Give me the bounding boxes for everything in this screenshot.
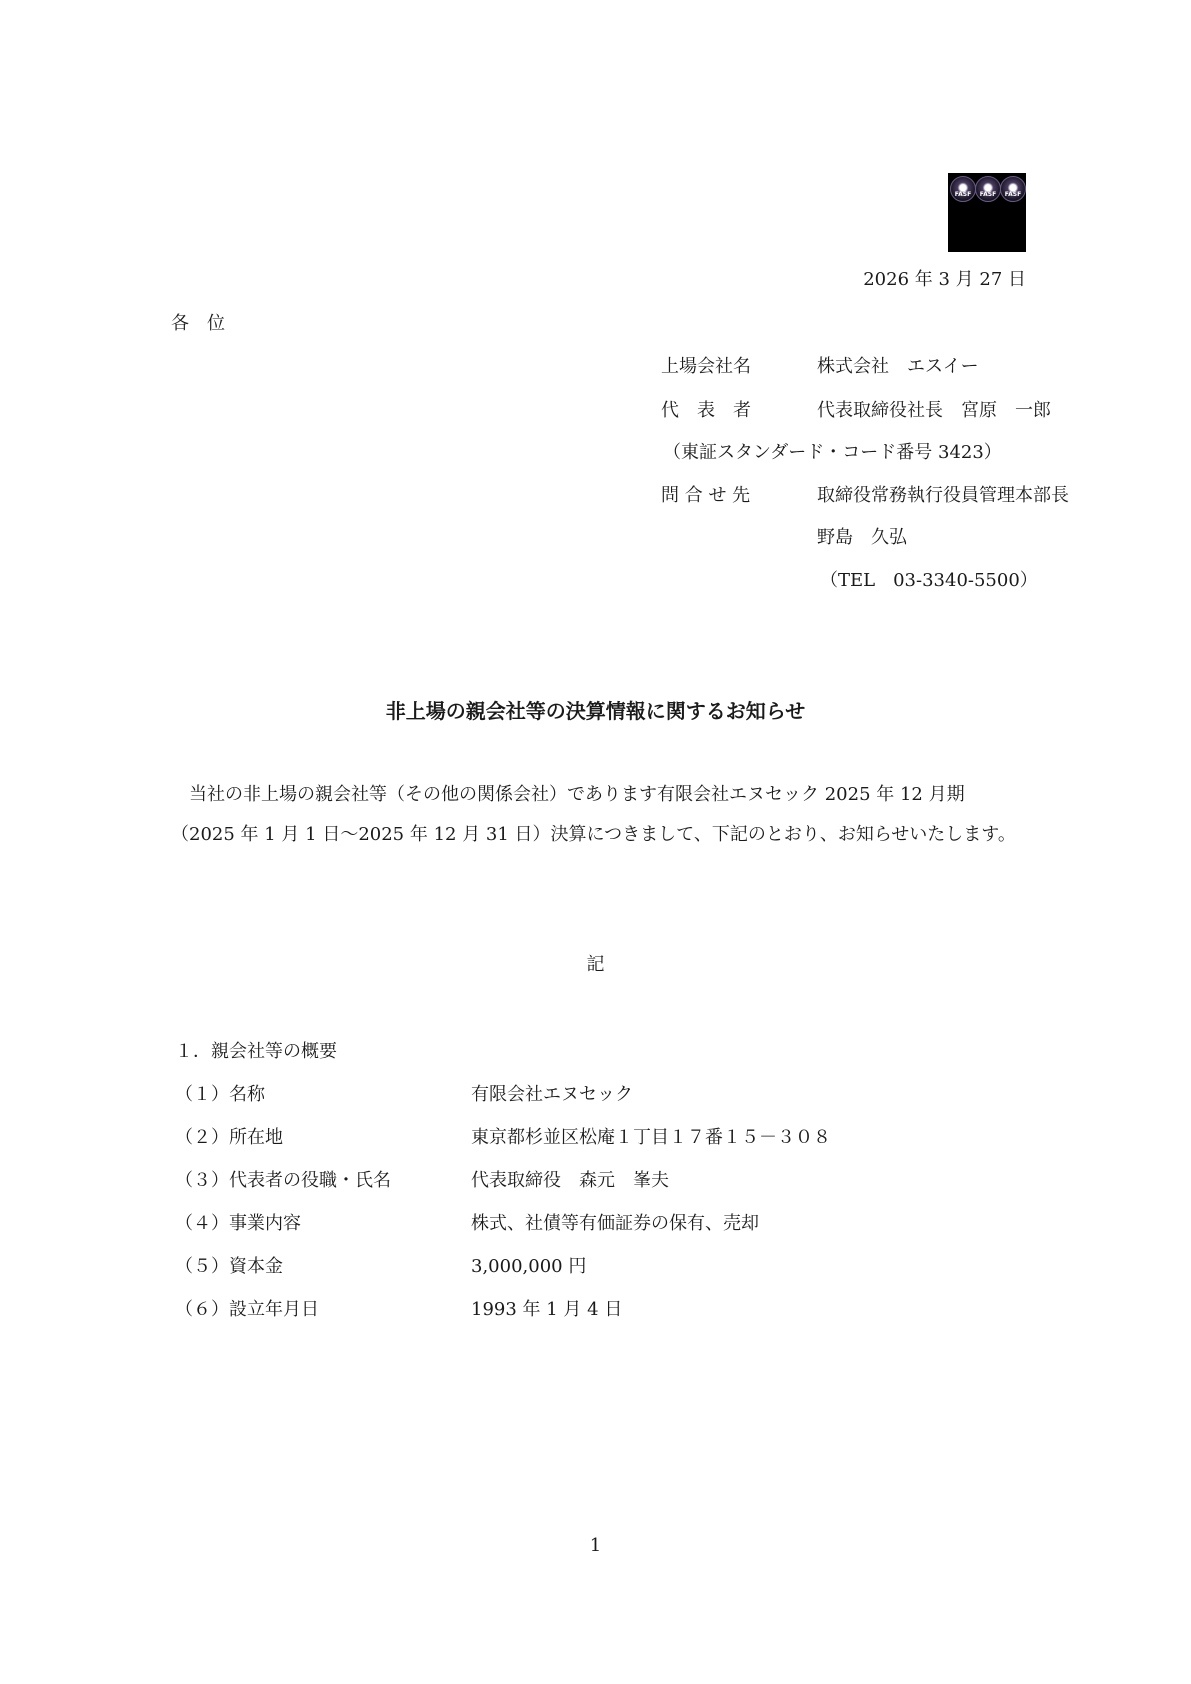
company-info-label: 問 合 せ 先	[661, 485, 751, 506]
row-value: 3,000,000 円	[471, 1256, 587, 1277]
document-title: 非上場の親会社等の決算情報に関するお知らせ	[385, 699, 806, 723]
representative: 代表取締役社長 宮原 一郎	[817, 400, 1051, 421]
contact-phone: （TEL 03-3340-5500）	[820, 570, 1038, 591]
stock-code: （東証スタンダード・コード番号 3423）	[663, 442, 1002, 463]
company-logo	[948, 173, 1026, 252]
company-info-label: 上場会社名	[661, 356, 751, 377]
section-heading: １．親会社等の概要	[175, 1041, 337, 1062]
company-info-label: 代 表 者	[661, 400, 751, 421]
row-value: 1993 年 1 月 4 日	[471, 1299, 623, 1320]
contact-title: 取締役常務執行役員管理本部長	[817, 485, 1069, 506]
company-name: 株式会社 エスイー	[817, 356, 979, 377]
row-label: （５）資本金	[175, 1256, 283, 1277]
intro-paragraph: 当社の非上場の親会社等（その他の関係会社）であります有限会社エヌセック 2025 年 12 月期（2025 年 1 月 1 日～2025 年 12 月 31 日）決算につきまして、下記のとおり、お知らせいたします。	[171, 784, 1016, 845]
logo-emblem-2: FASF	[975, 176, 1001, 202]
row-label: （４）事業内容	[175, 1213, 301, 1234]
row-label: （３）代表者の役職・氏名	[175, 1170, 391, 1191]
row-value: 株式、社債等有価証券の保有、売却	[471, 1213, 759, 1234]
row-label: （２）所在地	[175, 1127, 283, 1148]
document-date: 2026 年 3 月 27 日	[863, 269, 1026, 290]
row-value: 東京都杉並区松庵１丁目１７番１５－３０８	[471, 1127, 831, 1148]
contact-name: 野島 久弘	[817, 527, 907, 548]
row-value: 代表取締役 森元 峯夫	[471, 1170, 669, 1191]
row-label: （１）名称	[175, 1084, 265, 1105]
logo-emblem-3: FASF	[1000, 176, 1026, 202]
row-label: （６）設立年月日	[175, 1299, 319, 1320]
logo-emblem-1: FASF	[950, 176, 976, 202]
addressee: 各 位	[171, 313, 225, 334]
row-value: 有限会社エヌセック	[471, 1084, 633, 1105]
ki-marker: 記	[586, 954, 605, 975]
page-number: 1	[589, 1535, 602, 1556]
